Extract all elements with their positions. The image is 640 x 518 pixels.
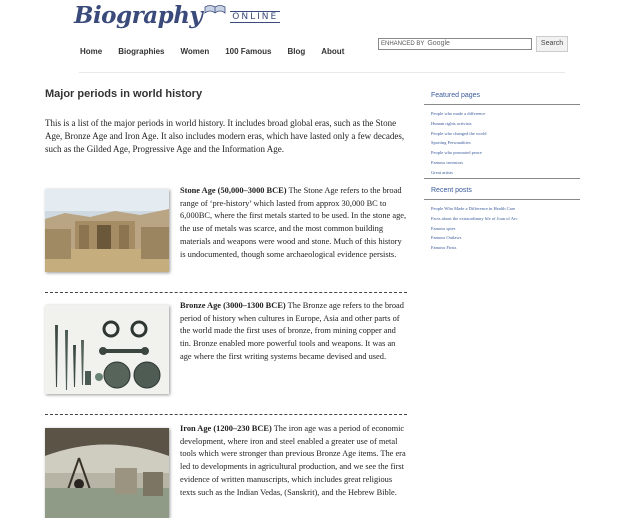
- featured-link[interactable]: Sporting Personalities: [431, 140, 471, 146]
- stone-age-text: [180, 185, 408, 261]
- featured-link[interactable]: People who made a difference: [431, 111, 486, 116]
- entry-separator: [45, 292, 407, 293]
- nav-item-100-famous[interactable]: 100 Famous: [225, 47, 272, 56]
- logo-online-text: ONLINE: [232, 12, 279, 22]
- search-input[interactable]: [378, 38, 532, 50]
- bronze-age-body: The Bronze age refers to the broad period of history when cultures in Europe, Asia and other parts of the world made the first uses of bronze, from mining copper and tin. Bronze enabled more powerful tools and weapons. It was an age where the first writing systems became devised and used.: [180, 301, 404, 361]
- recent-post-link[interactable]: Facts about the extraordinary life of Joan of Arc: [431, 215, 518, 221]
- recent-posts-title: Recent posts: [431, 187, 472, 194]
- iron-age-text: [180, 423, 408, 499]
- bronze-age-image: [45, 305, 169, 394]
- search-enhanced-label: ENHANCED BY: [381, 41, 425, 47]
- page-title: Major periods in world history: [45, 88, 203, 100]
- search-bar: [378, 36, 568, 52]
- bronze-age-heading: Bronze Age (3000–1300 BCE): [180, 301, 286, 310]
- nav-item-biographies[interactable]: Biographies: [118, 47, 165, 56]
- recent-post-link[interactable]: Famous Outlaws: [431, 235, 462, 241]
- featured-link[interactable]: People who changed the world: [431, 130, 487, 136]
- main-nav: [80, 47, 360, 56]
- intro-paragraph: This is a list of the major periods in world history. It includes broad global eras, such as the Stone Age, Bronze Age and Iron Age. It also includes modern eras, which have lasted only a few decades, such as the Gilded Age, Progressive Age and the Information Age.: [45, 118, 405, 154]
- entry-separator: [45, 414, 407, 415]
- sidebar-divider: [424, 104, 580, 105]
- iron-age-image: [45, 428, 169, 518]
- iron-age-body: The iron age was a period of economic development, where iron and steel enabled a greater use of metal tools which were stronger than previous Bronze Age items. The era led to developments in agricultural production, and we see the first evidence of written manuscripts, which includes great religious texts such as the Indian Vedas, (Sanskrit), and the Hebrew Bible.: [180, 424, 406, 497]
- logo-text: Biography: [74, 2, 203, 29]
- nav-item-about[interactable]: About: [321, 47, 345, 56]
- nav-item-women[interactable]: Women: [180, 47, 210, 56]
- featured-pages-list: [431, 109, 487, 178]
- site-logo[interactable]: [74, 2, 280, 29]
- search-brand-label: Google: [427, 40, 450, 47]
- stone-age-body: The Stone Age refers to the broad range of ‘pre-history’ which lasted from approx 30,000 BC to 6,000BC, where the first metals started to be used. In the stone age, the use of metals was scarce, and the most common building materials and weapons were wood and stone. Much of this history is undocumented, though some archaeological evidence persists.: [180, 186, 407, 259]
- recent-post-link[interactable]: Famous Firsts: [431, 245, 457, 251]
- nav-item-blog[interactable]: Blog: [287, 47, 306, 56]
- nav-item-home[interactable]: Home: [80, 47, 103, 56]
- featured-link[interactable]: Great artists: [431, 169, 453, 175]
- header-divider: [79, 72, 565, 73]
- bronze-age-text: [180, 300, 408, 364]
- sidebar-divider: [424, 178, 580, 179]
- sidebar-divider: [424, 199, 580, 200]
- iron-age-heading: Iron Age (1200–230 BCE): [180, 424, 272, 433]
- stone-age-heading: Stone Age (50,000–3000 BCE): [180, 186, 287, 195]
- stone-age-image: [45, 189, 169, 272]
- recent-post-link[interactable]: People Who Made a Difference in Health Care: [431, 206, 516, 211]
- featured-link[interactable]: People who promoted peace: [431, 150, 482, 156]
- search-button[interactable]: Search: [536, 36, 568, 52]
- recent-post-link[interactable]: Famous spies: [431, 225, 456, 231]
- recent-posts-list: [431, 204, 517, 253]
- featured-pages-title: Featured pages: [431, 92, 481, 99]
- featured-link[interactable]: Famous inventors: [431, 159, 464, 165]
- open-book-icon: [204, 5, 226, 15]
- featured-link[interactable]: Human rights activists: [431, 120, 472, 126]
